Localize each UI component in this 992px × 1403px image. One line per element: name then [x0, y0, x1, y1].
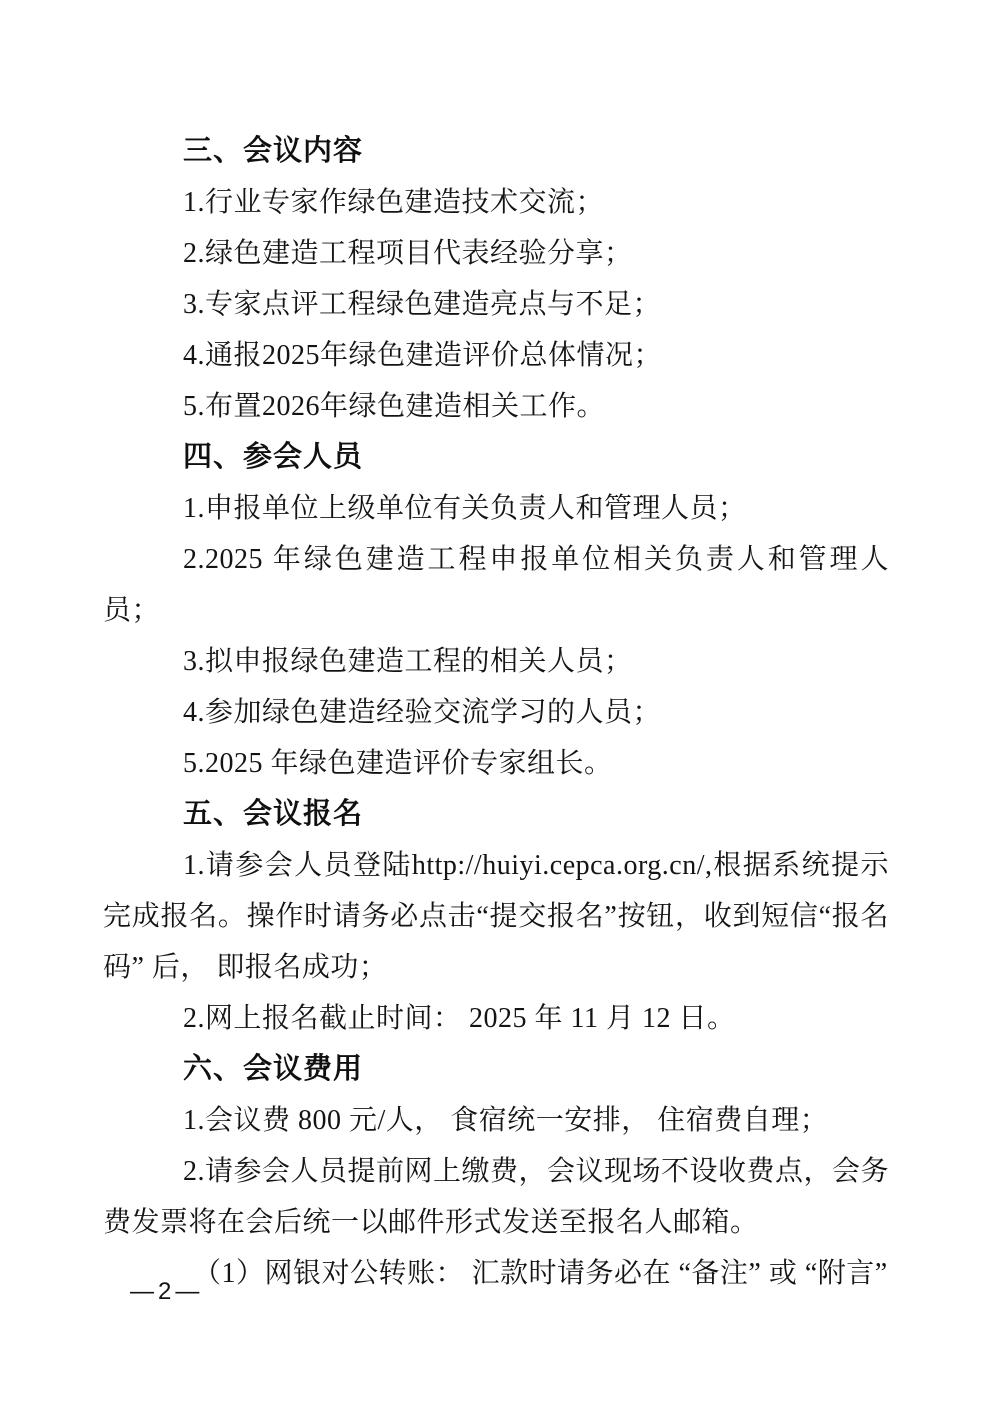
list-item: 3.专家点评工程绿色建造亮点与不足；: [183, 289, 662, 320]
list-item: （1）网银对公转账： 汇款时请务必在 “备注” 或 “附言”: [193, 1258, 888, 1289]
list-item: 4.通报2025年绿色建造评价总体情况；: [183, 340, 663, 371]
list-item: 2.绿色建造工程项目代表经验分享；: [183, 238, 633, 269]
section-heading: 五、会议报名: [183, 798, 364, 830]
document-content: [103, 126, 889, 1299]
list-item: 4.参加绿色建造经验交流学习的人员；: [183, 697, 662, 728]
section-heading: 六、会议费用: [183, 1053, 364, 1085]
section-meeting-content: [103, 126, 889, 432]
list-item: 2.2025 年绿色建造工程申报单位相关负责人和管理人员；: [103, 544, 889, 626]
section-heading: 三、会议内容: [183, 135, 364, 167]
list-item: 1.行业专家作绿色建造技术交流；: [183, 187, 605, 218]
list-item: 5.2025 年绿色建造评价专家组长。: [183, 748, 613, 779]
section-heading: 四、参会人员: [183, 441, 364, 473]
section-participants: [103, 432, 889, 789]
list-item: 2.请参会人员提前网上缴费，会议现场不设收费点，会务费发票将在会后统一以邮件形式发送至报名人邮箱。: [103, 1156, 890, 1238]
list-item: 1.申报单位上级单位有关负责人和管理人员；: [183, 493, 747, 524]
list-item: 1.请参会人员登陆http://huiyi.cepca.org.cn/,根据系统提示完成报名。操作时请务必点击“提交报名”按钮，收到短信“报名码” 后， 即报名成功；: [103, 850, 889, 983]
list-item: 3.拟申报绿色建造工程的相关人员；: [183, 646, 633, 677]
section-fees: [103, 1044, 889, 1299]
page-number: —2—: [130, 1278, 204, 1305]
section-registration: [103, 789, 889, 1044]
list-item: 2.网上报名截止时间： 2025 年 11 月 12 日。: [183, 1003, 736, 1034]
list-item: 5.布置2026年绿色建造相关工作。: [183, 391, 606, 422]
list-item: 1.会议费 800 元/人， 食宿统一安排， 住宿费自理；: [183, 1105, 829, 1136]
